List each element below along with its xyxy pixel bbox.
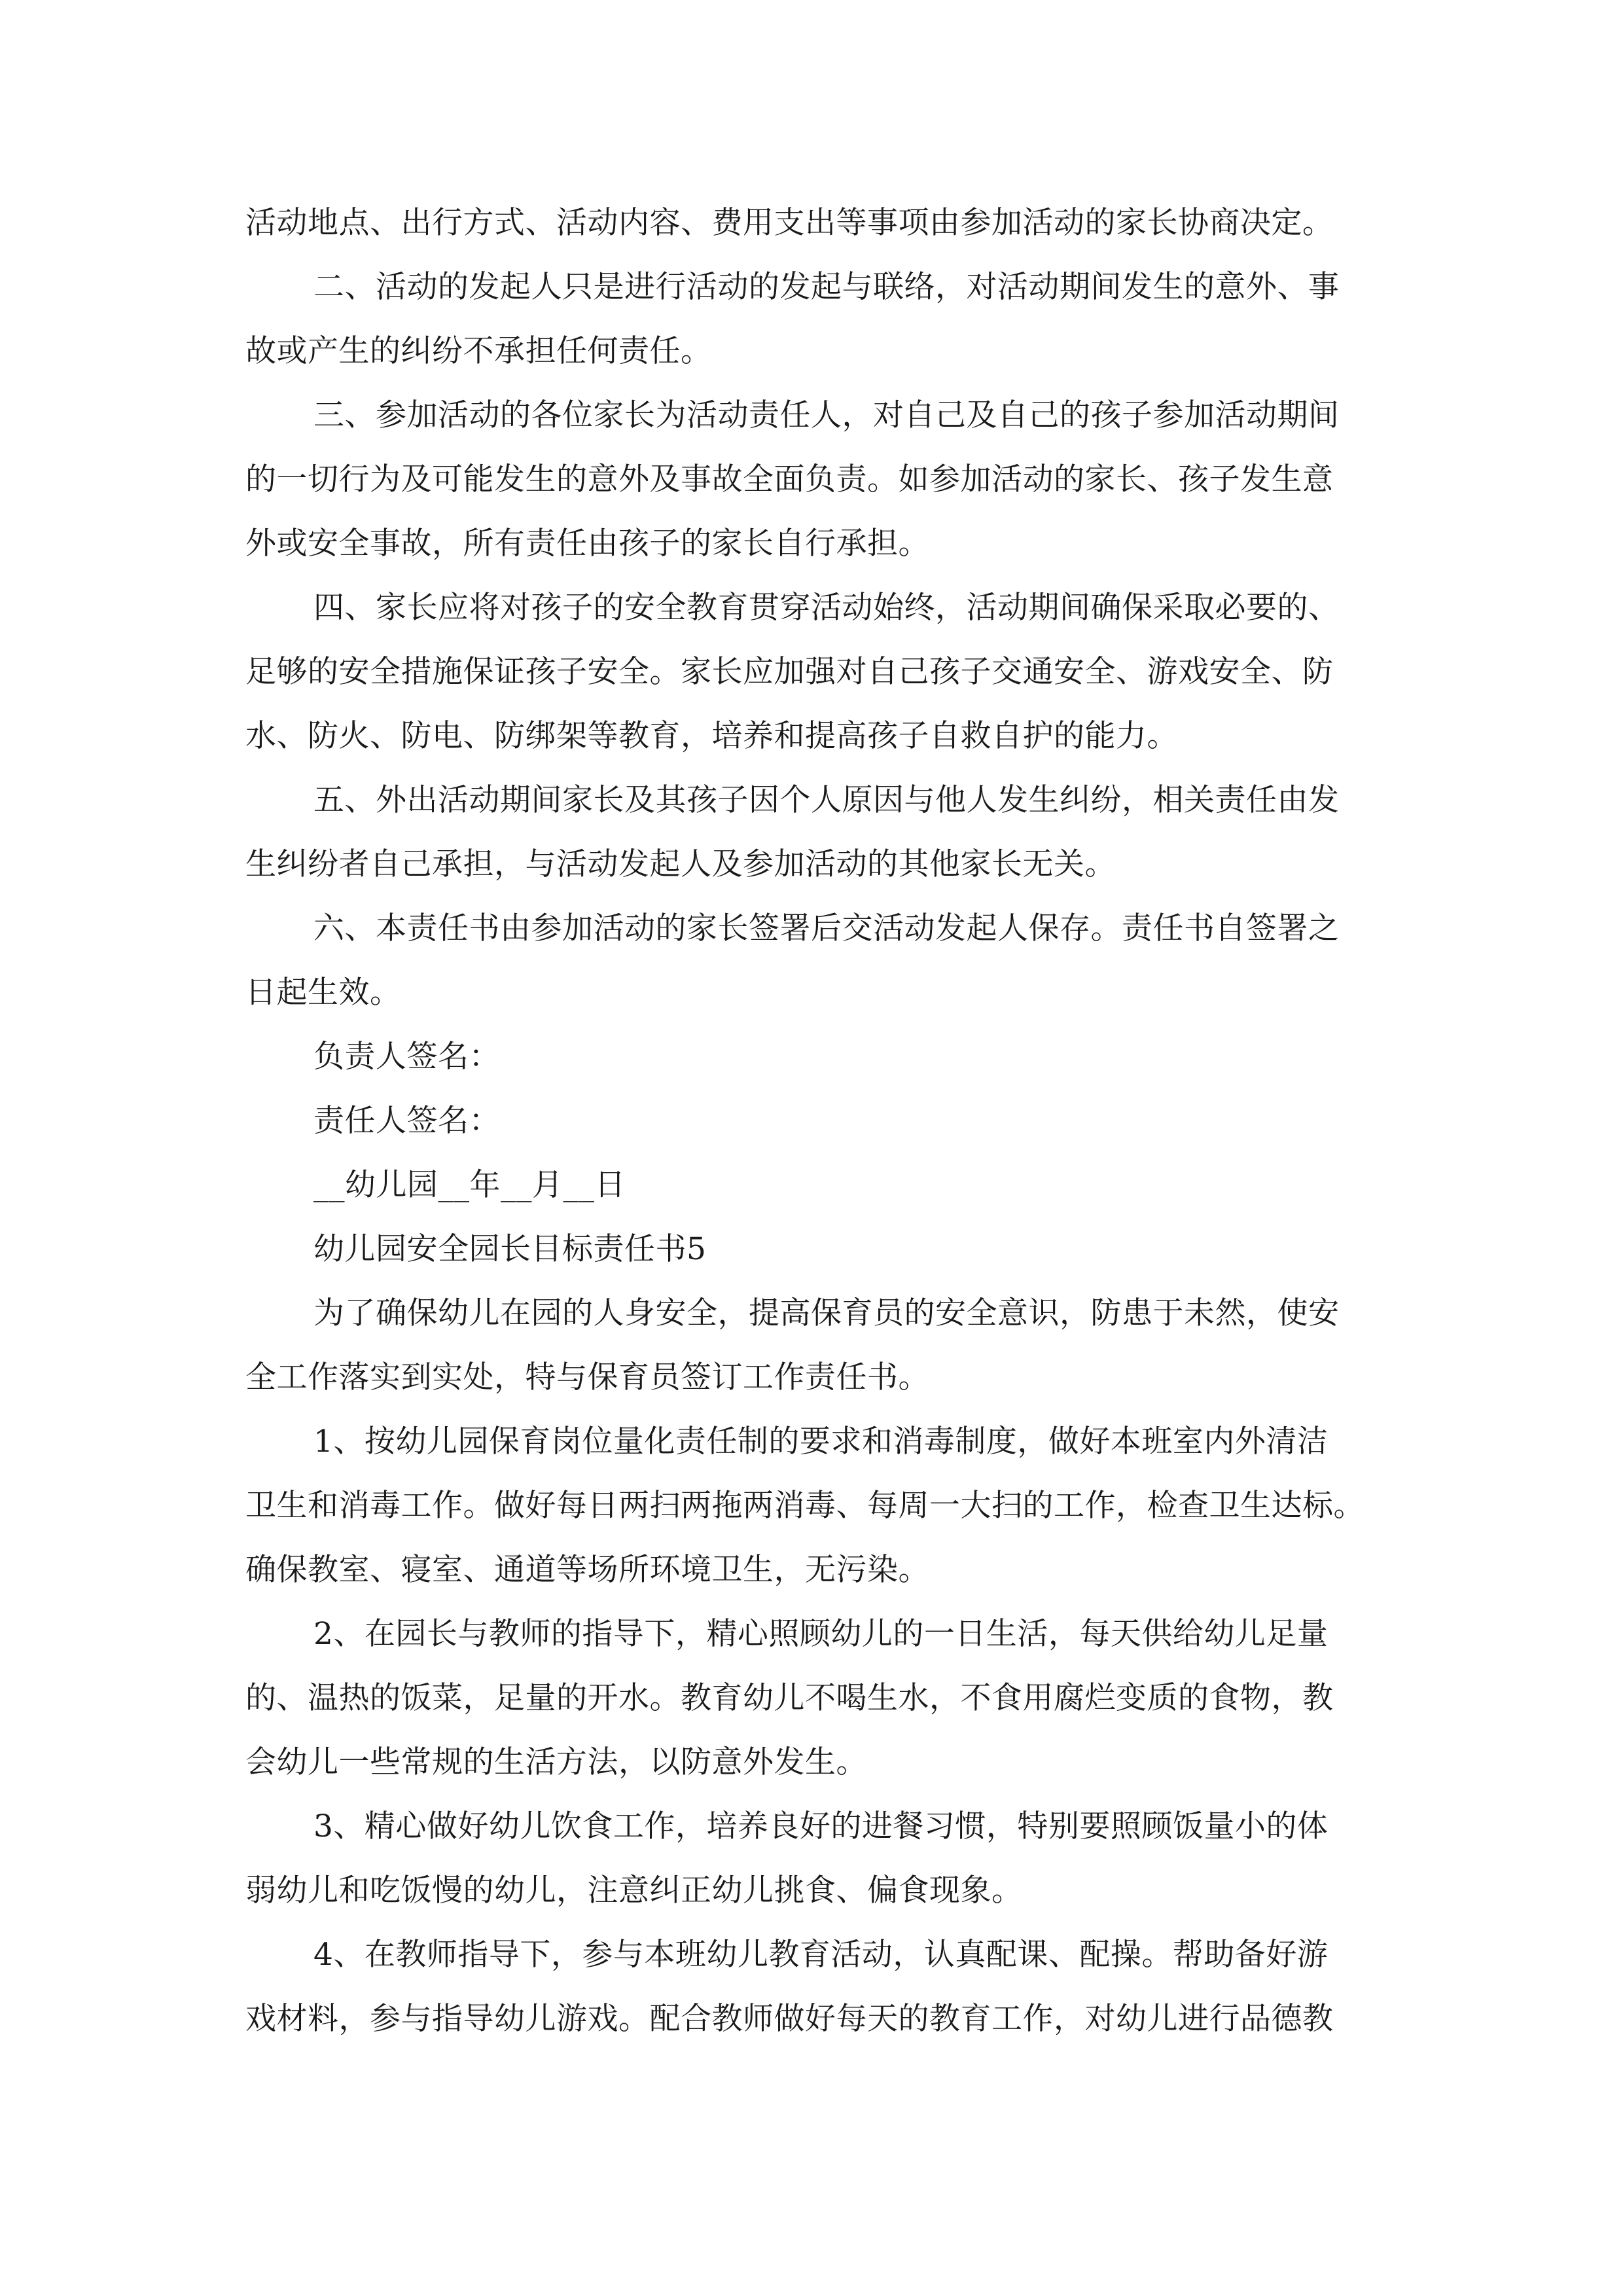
clause-three-line-2: 的一切行为及可能发生的意外及事故全面负责。如参加活动的家长、孩子发生意: [245, 461, 1334, 497]
intro-line-2: 全工作落实到实处，特与保育员签订工作责任书。: [245, 1359, 929, 1395]
responsible-signature-label: 责任人签名：: [313, 1103, 500, 1139]
clause-two-line-1: 二、活动的发起人只是进行活动的发起与联络，对活动期间发生的意外、事: [313, 269, 1340, 305]
supervisor-signature-label: 负责人签名：: [313, 1039, 500, 1075]
clause-five-line-2: 生纠纷者自己承担，与活动发起人及参加活动的其他家长无关。: [245, 846, 1116, 882]
document-body: [245, 191, 1384, 2051]
item-three-line-2: 弱幼儿和吃饭慢的幼儿，注意纠正幼儿挑食、偏食现象。: [245, 1873, 1023, 1909]
clause-four-line-3: 水、防火、防电、防绑架等教育，培养和提高孩子自救自护的能力。: [245, 718, 1178, 754]
section-title: 幼儿园安全园长目标责任书5: [313, 1231, 707, 1267]
item-one-line-2: 卫生和消毒工作。做好每日两扫两拖两消毒、每周一大扫的工作，检查卫生达标。: [245, 1488, 1364, 1524]
item-two-line-1: 2、在园长与教师的指导下，精心照顾幼儿的一日生活，每天供给幼儿足量: [313, 1616, 1329, 1652]
item-two-line-3: 会幼儿一些常规的生活方法，以防意外发生。: [245, 1744, 867, 1780]
clause-six-line-1: 六、本责任书由参加活动的家长签署后交活动发起人保存。责任书自签署之: [313, 910, 1340, 946]
clause-three-line-3: 外或安全事故，所有责任由孩子的家长自行承担。: [245, 526, 929, 562]
clause-four-line-1: 四、家长应将对孩子的安全教育贯穿活动始终，活动期间确保采取必要的、: [313, 590, 1340, 626]
clause-five-line-1: 五、外出活动期间家长及其孩子因个人原因与他人发生纠纷，相关责任由发: [313, 782, 1340, 818]
item-two-line-2: 的、温热的饭菜，足量的开水。教育幼儿不喝生水，不食用腐烂变质的食物，教: [245, 1680, 1334, 1716]
clause-four-line-2: 足够的安全措施保证孩子安全。家长应加强对自己孩子交通安全、游戏安全、防: [245, 654, 1334, 690]
clause-two-line-2: 故或产生的纠纷不承担任何责任。: [245, 333, 712, 369]
item-three-line-1: 3、精心做好幼儿饮食工作，培养良好的进餐习惯，特别要照顾饭量小的体: [313, 1808, 1329, 1844]
item-four-line-1: 4、在教师指导下，参与本班幼儿教育活动，认真配课、配操。帮助备好游: [313, 1937, 1329, 1973]
intro-line-1: 为了确保幼儿在园的人身安全，提高保育员的安全意识，防患于未然，使安: [313, 1295, 1340, 1331]
clause-six-line-2: 日起生效。: [245, 975, 401, 1011]
text-line: 活动地点、出行方式、活动内容、费用支出等事项由参加活动的家长协商决定。: [245, 205, 1334, 241]
item-one-line-1: 1、按幼儿园保育岗位量化责任制的要求和消毒制度，做好本班室内外清洁: [313, 1424, 1329, 1460]
date-line: __幼儿园__年__月__日: [313, 1167, 626, 1203]
clause-three-line-1: 三、参加活动的各位家长为活动责任人，对自己及自己的孩子参加活动期间: [313, 397, 1340, 433]
item-one-line-3: 确保教室、寝室、通道等场所环境卫生，无污染。: [245, 1552, 929, 1588]
item-four-line-2: 戏材料，参与指导幼儿游戏。配合教师做好每天的教育工作，对幼儿进行品德教: [245, 2001, 1334, 2037]
